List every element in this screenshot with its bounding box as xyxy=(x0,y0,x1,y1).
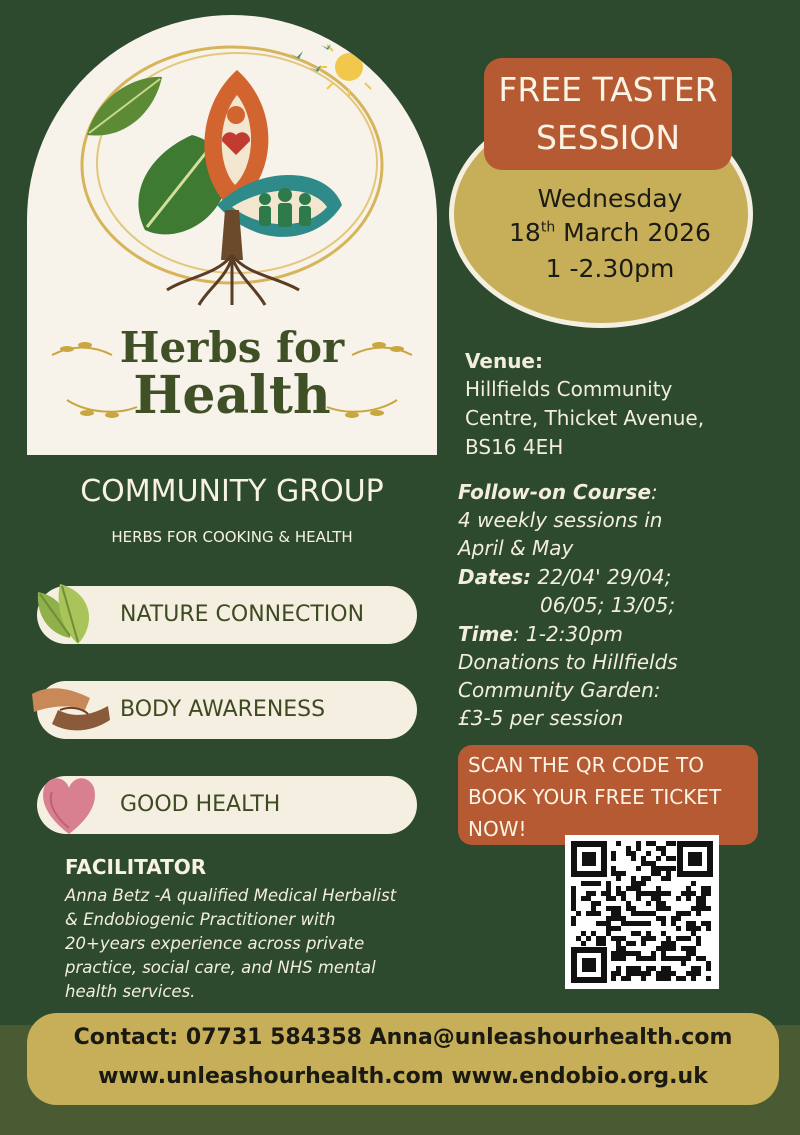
donation-colon: : xyxy=(653,678,661,702)
pillar-body-label: BODY AWARENESS xyxy=(120,697,326,722)
community-group-subtitle: HERBS FOR COOKING & HEALTH xyxy=(111,528,353,546)
taster-day: Wednesday xyxy=(537,184,683,213)
website-line[interactable]: www.unleashourhealth.com www.endobio.org.uk xyxy=(98,1064,708,1089)
pillar-health-label: GOOD HEALTH xyxy=(120,792,281,817)
course-line: 4 weekly sessions in xyxy=(458,508,663,532)
donation-line2: Community Garden xyxy=(458,678,654,702)
date-rest: March 2026 xyxy=(555,218,711,247)
taster-badge-line2: SESSION xyxy=(535,118,681,157)
dates-label: Dates: xyxy=(458,565,532,589)
logo-title-line2: Health xyxy=(133,365,331,426)
logo-panel xyxy=(27,15,437,455)
hands-icon xyxy=(30,680,115,740)
course-heading xyxy=(458,480,658,504)
scan-line: SCAN THE QR CODE TO xyxy=(468,753,704,777)
facilitator-line: practice, social care, and NHS mental xyxy=(65,958,376,977)
course-label-colon: : xyxy=(651,480,658,504)
scan-line: BOOK YOUR FREE TICKET xyxy=(468,785,722,809)
heart-icon xyxy=(38,772,100,838)
scan-line: NOW! xyxy=(468,817,527,841)
taster-badge-line1: FREE TASTER xyxy=(498,70,718,109)
course-dates-line2: 06/05; 13/05; xyxy=(540,593,676,617)
taster-date xyxy=(470,218,750,247)
donation-line: Donations to Hillfields xyxy=(458,650,678,674)
contact-line[interactable]: Contact: 07731 584358 Anna@unleashourhealth.com xyxy=(73,1025,733,1050)
logo-title-line1: Herbs for xyxy=(119,323,345,372)
time-value: : 1-2:30pm xyxy=(512,622,624,646)
contact-panel xyxy=(27,1013,779,1105)
taster-time: 1 -2.30pm xyxy=(545,254,675,283)
community-group-title: COMMUNITY GROUP xyxy=(80,474,384,509)
facilitator-line: health services. xyxy=(65,982,196,1001)
pillar-nature-label: NATURE CONNECTION xyxy=(120,602,365,627)
course-dates xyxy=(458,565,671,589)
facilitator-title: FACILITATOR xyxy=(65,855,207,879)
venue-line: BS16 4EH xyxy=(465,435,564,459)
facilitator-line: 20+years experience across private xyxy=(65,934,365,953)
donation-line xyxy=(458,678,661,702)
venue-label: Venue: xyxy=(465,349,543,373)
dates-line1: 22/04' 29/04; xyxy=(531,565,672,589)
course-label: Follow-on Course xyxy=(458,480,652,504)
scan-qr-badge xyxy=(458,745,758,845)
date-day: 18 xyxy=(509,218,541,247)
venue-line: Centre, Thicket Avenue, xyxy=(465,406,705,430)
date-suffix: th xyxy=(540,219,556,236)
course-time xyxy=(458,622,623,646)
facilitator-line: Anna Betz -A qualified Medical Herbalist xyxy=(65,886,397,905)
time-label: Time xyxy=(458,622,513,646)
venue-line: Hillfields Community xyxy=(465,377,673,401)
taster-badge xyxy=(484,58,732,170)
course-line: April & May xyxy=(458,536,574,560)
qr-code-icon[interactable] xyxy=(565,835,719,989)
facilitator-line: & Endobiogenic Practitioner with xyxy=(65,910,336,929)
leaf-icon xyxy=(30,572,100,656)
donation-line: £3-5 per session xyxy=(458,706,624,730)
